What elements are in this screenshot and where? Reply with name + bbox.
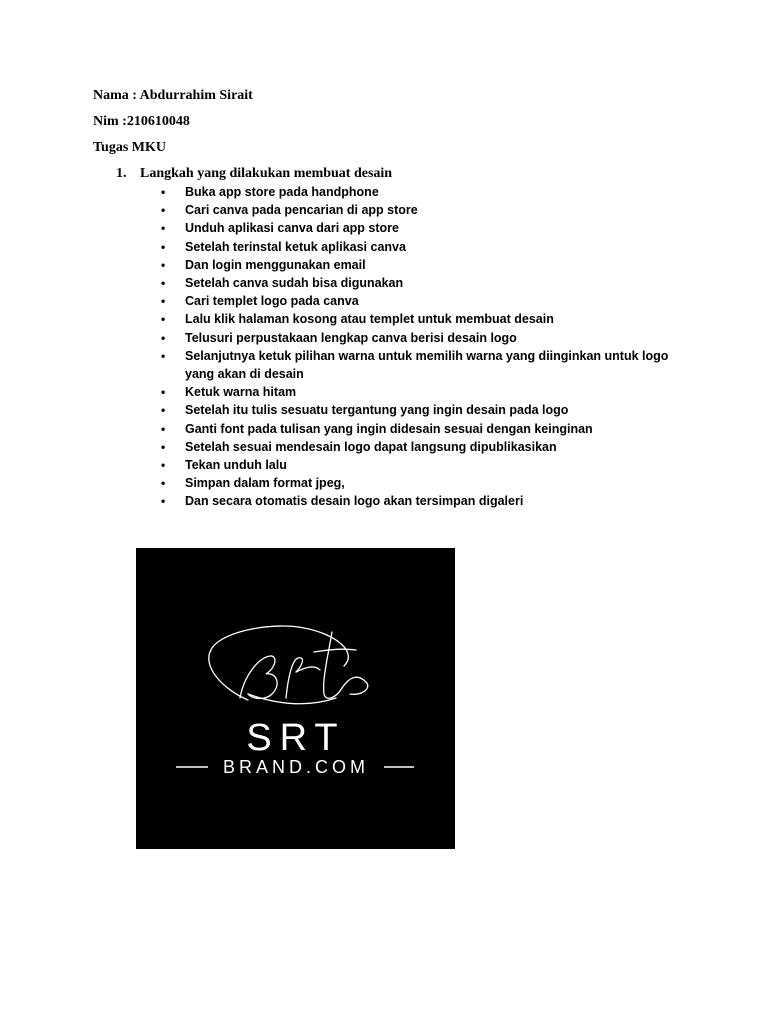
bullet-dot-icon: • — [161, 403, 166, 418]
step-item — [160, 238, 690, 256]
bullet-dot-icon: • — [161, 385, 166, 400]
step-item — [160, 401, 690, 419]
step-item — [160, 474, 690, 492]
student-name: Nama : Abdurrahim Sirait — [93, 88, 253, 103]
step-text: Simpan dalam format jpeg, — [185, 476, 345, 491]
section-heading — [116, 166, 392, 182]
step-text: Setelah canva sudah bisa digunakan — [185, 276, 404, 291]
step-text: Setelah sesuai mendesain logo dapat langsung dipublikasikan — [185, 439, 557, 454]
bullet-dot-icon: • — [161, 239, 166, 254]
step-item — [160, 383, 690, 401]
step-item — [160, 310, 690, 328]
bullet-dot-icon: • — [161, 421, 166, 436]
bullet-dot-icon: • — [161, 203, 166, 218]
logo-sub-text: BRAND.COM — [222, 757, 370, 777]
step-text: Ganti font pada tulisan yang ingin didesain sesuai dengan keinginan — [185, 421, 593, 436]
bullet-dot-icon: • — [161, 476, 166, 491]
step-item — [160, 347, 690, 383]
srt-brand-logo-image — [136, 548, 455, 849]
bullet-dot-icon: • — [161, 330, 166, 345]
step-text: Telusuri perpustakaan lengkap canva berisi desain logo — [185, 330, 517, 345]
step-item — [160, 492, 690, 510]
step-item — [160, 219, 690, 237]
step-item — [160, 329, 690, 347]
step-text: Lalu klik halaman kosong atau templet untuk membuat desain — [185, 312, 554, 327]
bullet-dot-icon: • — [161, 494, 166, 509]
bullet-dot-icon: • — [161, 312, 166, 327]
step-text: Buka app store pada handphone — [185, 185, 379, 199]
logo-background — [136, 548, 455, 849]
step-item — [160, 420, 690, 438]
bullet-dot-icon: • — [161, 458, 166, 473]
step-text: Ketuk warna hitam — [185, 385, 297, 400]
step-text: Cari canva pada pencarian di app store — [185, 203, 418, 218]
step-text: Unduh aplikasi canva dari app store — [185, 221, 399, 236]
section-number: 1. — [116, 166, 127, 181]
bullet-dot-icon: • — [161, 221, 166, 236]
step-text: Setelah itu tulis sesuatu tergantung yang ingin desain pada logo — [185, 403, 569, 418]
logo-main-text: SRT — [246, 717, 346, 759]
step-text: Tekan unduh lalu — [185, 458, 287, 473]
bullet-dot-icon: • — [161, 185, 166, 199]
steps-list — [160, 183, 690, 511]
section-title: Langkah yang dilakukan membuat desain — [140, 166, 393, 181]
step-text: Dan login menggunakan email — [185, 257, 366, 272]
step-text: Selanjutnya ketuk pilihan warna untuk memilih warna yang diinginkan untuk logo yang akan di desain — [185, 348, 669, 382]
step-item — [160, 292, 690, 310]
bullet-dot-icon: • — [161, 276, 166, 291]
logo-graphic — [136, 548, 455, 849]
student-nim: Nim :210610048 — [93, 114, 190, 129]
bullet-dot-icon: • — [161, 439, 166, 454]
bullet-dot-icon: • — [161, 294, 166, 309]
step-item — [160, 256, 690, 274]
bullet-dot-icon: • — [161, 257, 166, 272]
step-item — [160, 201, 690, 219]
step-text: Cari templet logo pada canva — [185, 294, 359, 309]
step-item — [160, 456, 690, 474]
bullet-dot-icon: • — [161, 348, 166, 363]
step-item — [160, 438, 690, 456]
step-item — [160, 183, 690, 201]
step-item — [160, 274, 690, 292]
assignment-title: Tugas MKU — [93, 140, 167, 155]
step-text: Dan secara otomatis desain logo akan tersimpan digaleri — [185, 494, 524, 509]
step-text: Setelah terinstal ketuk aplikasi canva — [185, 239, 406, 254]
